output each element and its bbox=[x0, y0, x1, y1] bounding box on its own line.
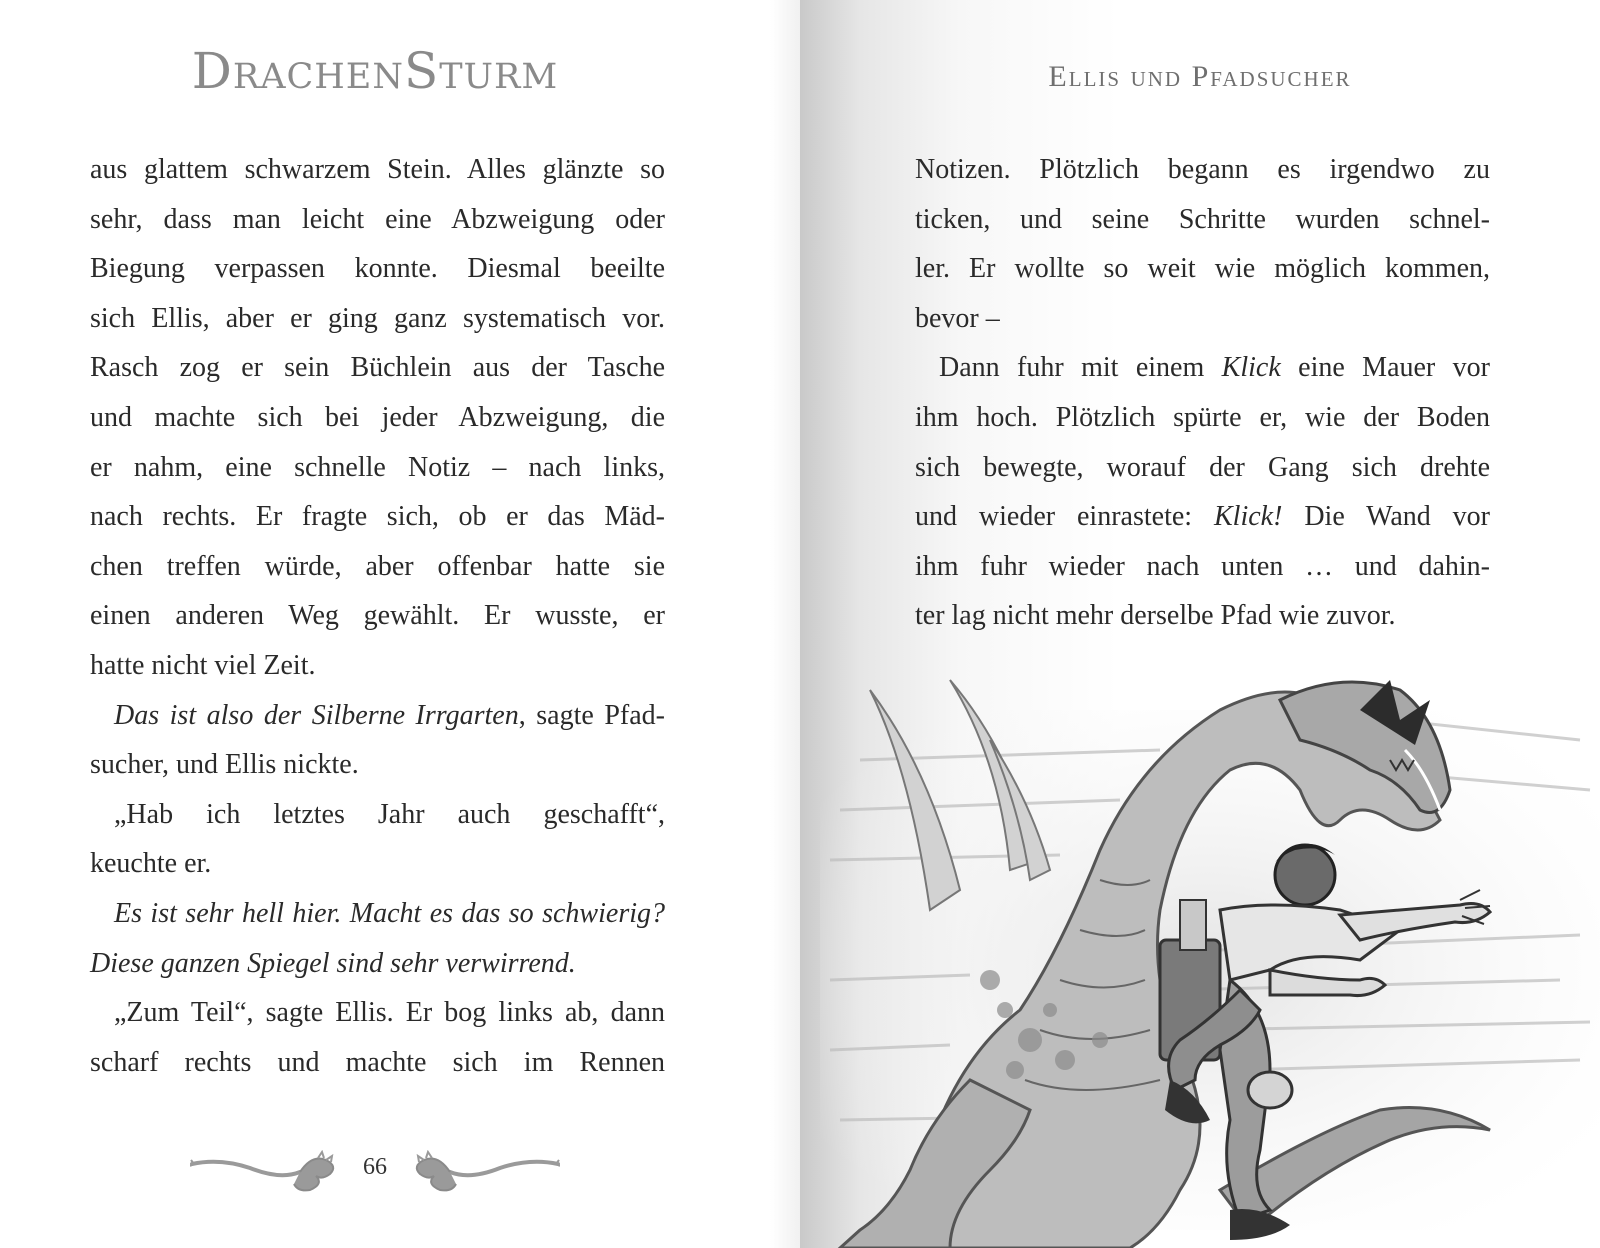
text-line: aus glattem schwarzem Stein. Alles glänzte so bbox=[90, 154, 665, 185]
text-line: sich bewegte, worauf der Gang sich drehte bbox=[915, 451, 1490, 483]
text-line: einen anderen Weg gewählt. Er wusste, er bbox=[90, 600, 665, 632]
left-dragon-ornament-icon bbox=[190, 1150, 340, 1196]
italic-phrase: Das ist also der Silberne Irrgarten bbox=[114, 699, 519, 731]
text-line: ler. Er wollte so weit wie möglich kommen, bbox=[915, 253, 1490, 285]
text-line: keuchte er. bbox=[90, 848, 212, 880]
text-fragment: Die Wand vor bbox=[1282, 501, 1491, 533]
dragon-and-boy-illustration bbox=[800, 650, 1600, 1248]
text-line: Biegung verpassen konnte. Diesmal beeilte bbox=[90, 253, 665, 285]
text-line bbox=[90, 691, 665, 741]
text-line: Diese ganzen Spiegel sind sehr verwirrend. bbox=[90, 947, 576, 979]
text-line: bevor – bbox=[915, 302, 1000, 334]
text-line: sehr, dass man leicht eine Abzweigung oder bbox=[90, 203, 665, 235]
text-fragment: eine Mauer vor bbox=[1280, 352, 1490, 384]
text-line: „Hab ich letztes Jahr auch geschafft“, bbox=[114, 798, 665, 830]
gutter-shadow bbox=[770, 0, 800, 1248]
text-fragment: Dann fuhr mit einem bbox=[939, 352, 1222, 384]
text-line: scharf rechts und machte sich im Rennen bbox=[90, 1046, 665, 1078]
text-line: sucher, und Ellis nickte. bbox=[90, 749, 359, 781]
text-line: ticken, und seine Schritte wurden schnel- bbox=[915, 203, 1490, 235]
series-title: DrachenSturm bbox=[191, 42, 559, 100]
text-line: Es ist sehr hell hier. Macht es das so schwierig? bbox=[114, 897, 665, 929]
text-fragment: und wieder einrastete: bbox=[915, 501, 1214, 533]
right-page-body bbox=[915, 145, 1490, 641]
page-footer bbox=[190, 1150, 560, 1196]
italic-phrase: Klick bbox=[1221, 352, 1281, 384]
text-line bbox=[915, 492, 1490, 542]
text-fragment: , sagte Pfad- bbox=[518, 699, 665, 731]
text-line: hatte nicht viel Zeit. bbox=[90, 649, 316, 681]
text-line: nach rechts. Er fragte sich, ob er das Mäd- bbox=[90, 501, 665, 533]
text-line: er nahm, eine schnelle Notiz – nach links, bbox=[90, 451, 665, 483]
chapter-title: Ellis und Pfadsucher bbox=[1048, 60, 1352, 93]
text-line: chen treffen würde, aber offenbar hatte sie bbox=[90, 550, 665, 582]
text-line: ihm hoch. Plötzlich spürte er, wie der Boden bbox=[915, 401, 1490, 433]
right-page bbox=[800, 0, 1600, 1248]
text-line: Notizen. Plötzlich begann es irgendwo zu bbox=[915, 154, 1490, 185]
page-number: 66 bbox=[363, 1154, 387, 1180]
text-line: Rasch zog er sein Büchlein aus der Tasche bbox=[90, 352, 665, 384]
text-line: sich Ellis, aber er ging ganz systematisch vor. bbox=[90, 302, 665, 334]
italic-phrase: Klick! bbox=[1213, 501, 1283, 533]
text-line: ter lag nicht mehr derselbe Pfad wie zuvor. bbox=[915, 600, 1396, 632]
right-dragon-ornament-icon bbox=[410, 1150, 560, 1196]
left-page-body bbox=[90, 145, 665, 1087]
text-line: ihm fuhr wieder nach unten … und dahin- bbox=[915, 550, 1490, 582]
text-line: und machte sich bei jeder Abzweigung, die bbox=[90, 401, 665, 433]
text-line bbox=[915, 343, 1490, 393]
text-line: „Zum Teil“, sagte Ellis. Er bog links ab, dann bbox=[114, 997, 665, 1029]
